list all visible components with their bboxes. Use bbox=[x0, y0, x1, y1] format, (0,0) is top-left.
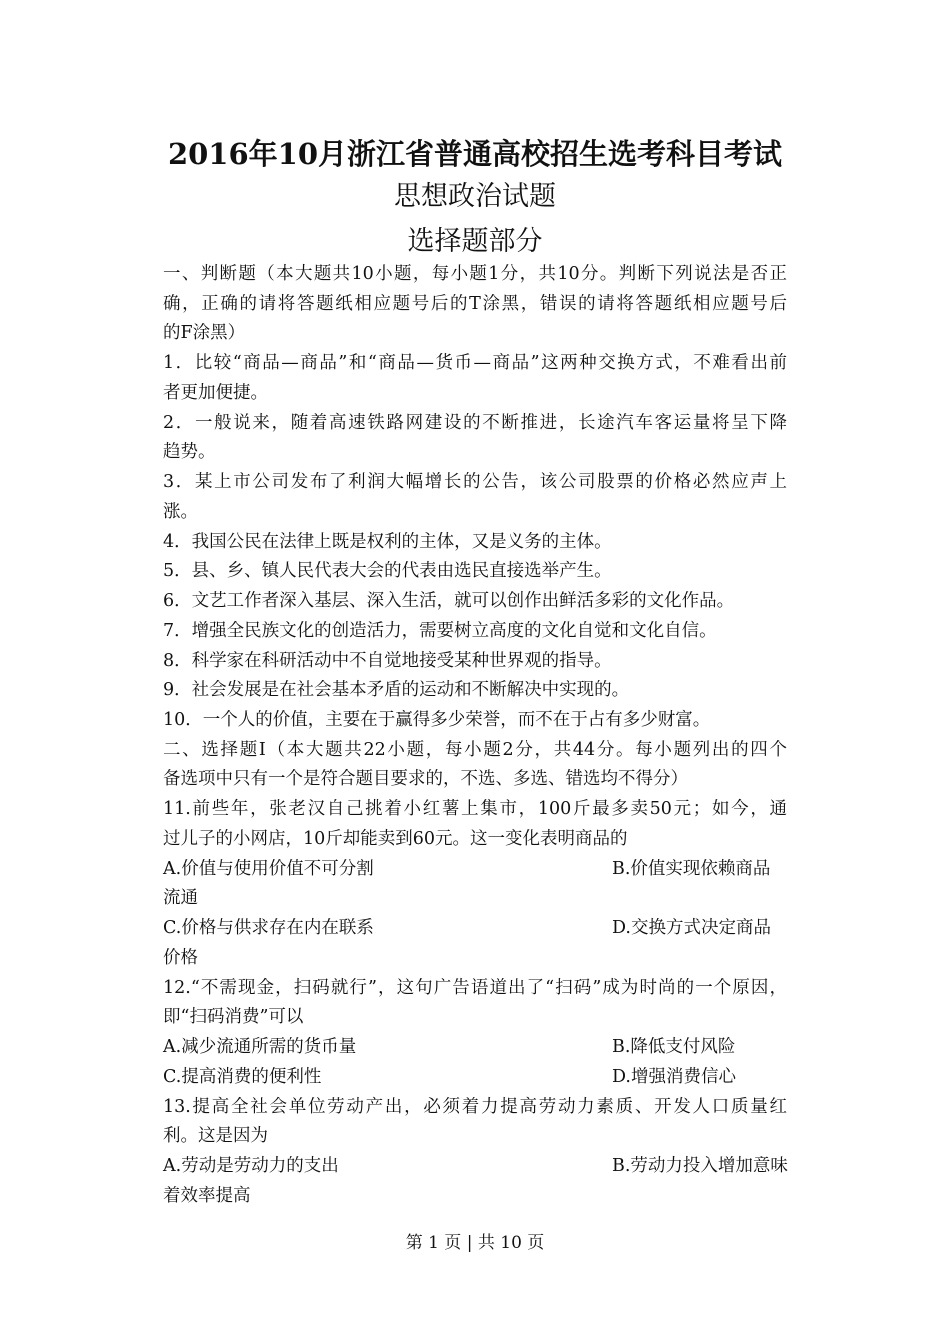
line-text: 即“扫码消费”可以 bbox=[163, 1007, 304, 1028]
text-line bbox=[163, 557, 787, 587]
line-text: 趋势。 bbox=[163, 442, 216, 463]
section-title: 选择题部分 bbox=[407, 226, 543, 257]
text-line bbox=[163, 765, 787, 795]
text-line bbox=[163, 528, 787, 558]
text-line bbox=[163, 1003, 787, 1033]
text-line bbox=[163, 438, 787, 468]
line-text: 5．县、乡、镇人民代表大会的代表由选民直接选举产生。 bbox=[163, 561, 612, 582]
text-line bbox=[163, 1182, 787, 1212]
line-text: 确，正确的请将答题纸相应题号后的T涂黑，错误的请将答题纸相应题号后 bbox=[163, 293, 787, 314]
line-text: A.价值与使用价值不可分割 bbox=[163, 858, 374, 879]
text-line bbox=[163, 349, 787, 379]
line-text: 13.提高全社会单位劳动产出，必须着力提高劳动力素质、开发人口质量红 bbox=[163, 1096, 787, 1117]
text-line bbox=[163, 825, 787, 855]
option-b-text: D.交换方式决定商品 bbox=[612, 918, 771, 939]
line-text: C.提高消费的便利性 bbox=[163, 1066, 322, 1087]
option-b-text: B.价值实现依赖商品 bbox=[612, 858, 771, 879]
text-line bbox=[163, 1093, 787, 1123]
text-line bbox=[163, 260, 787, 290]
text-line bbox=[163, 1063, 787, 1093]
line-text: 者更加便捷。 bbox=[163, 382, 268, 403]
document-body bbox=[163, 260, 787, 1212]
line-text: 6．文艺工作者深入基层、深入生活，就可以创作出鲜活多彩的文化作品。 bbox=[163, 591, 735, 612]
text-line bbox=[163, 884, 787, 914]
line-text: 涨。 bbox=[163, 501, 198, 522]
line-text: 11.前些年，张老汉自己挑着小红薯上集市，100斤最多卖50元；如今，通 bbox=[163, 799, 787, 820]
line-text: 着效率提高 bbox=[163, 1185, 251, 1206]
line-text: 过儿子的小网店，10斤却能卖到60元。这一变化表明商品的 bbox=[163, 828, 628, 849]
line-text: 价格 bbox=[163, 947, 198, 968]
text-line bbox=[163, 1033, 787, 1063]
exam-title: 2016年10月浙江省普通高校招生选考科目考试 bbox=[167, 137, 783, 171]
text-line bbox=[163, 736, 787, 766]
line-text: 的F涂黑） bbox=[163, 323, 246, 344]
line-text: C.价格与供求存在内在联系 bbox=[163, 918, 374, 939]
text-line bbox=[163, 676, 787, 706]
line-text: 利。这是因为 bbox=[163, 1126, 268, 1147]
text-line bbox=[163, 647, 787, 677]
text-line bbox=[163, 855, 787, 885]
option-b-text: B.降低支付风险 bbox=[612, 1037, 736, 1058]
text-line bbox=[163, 795, 787, 825]
line-text: 二、选择题Ⅰ（本大题共22小题，每小题2分，共44分。每小题列出的四个 bbox=[163, 739, 787, 760]
text-line bbox=[163, 468, 787, 498]
text-line bbox=[163, 1122, 787, 1152]
line-text: 2．一般说来，随着高速铁路网建设的不断推进，长途汽车客运量将呈下降 bbox=[163, 412, 787, 433]
line-text: 备选项中只有一个是符合题目要求的，不选、多选、错选均不得分） bbox=[163, 769, 688, 790]
line-text: 10．一个人的价值，主要在于赢得多少荣誉，而不在于占有多少财富。 bbox=[163, 710, 711, 731]
line-text: 9．社会发展是在社会基本矛盾的运动和不断解决中实现的。 bbox=[163, 680, 630, 701]
line-text: 一、判断题（本大题共10小题，每小题1分，共10分。判断下列说法是否正 bbox=[163, 264, 787, 284]
line-text: A.减少流通所需的货币量 bbox=[163, 1037, 357, 1058]
line-text: 7．增强全民族文化的创造活力，需要树立高度的文化自觉和文化自信。 bbox=[163, 620, 717, 641]
text-line bbox=[163, 1152, 787, 1182]
text-line bbox=[163, 706, 787, 736]
text-line bbox=[163, 974, 787, 1004]
line-text: 4．我国公民在法律上既是权利的主体，又是义务的主体。 bbox=[163, 531, 612, 552]
text-line bbox=[163, 617, 787, 647]
line-text: 3．某上市公司发布了利润大幅增长的公告，该公司股票的价格必然应声上 bbox=[163, 472, 787, 493]
text-line bbox=[163, 409, 787, 439]
page-footer: 第 1 页 | 共 10 页 bbox=[405, 1233, 545, 1253]
text-line bbox=[163, 914, 787, 944]
subject-title: 思想政治试题 bbox=[394, 181, 556, 212]
text-line bbox=[163, 944, 787, 974]
text-line bbox=[163, 587, 787, 617]
line-text: 12.“不需现金，扫码就行”，这句广告语道出了“扫码”成为时尚的一个原因， bbox=[163, 977, 787, 998]
line-text: 1．比较“商品—商品”和“商品—货币—商品”这两种交换方式，不难看出前 bbox=[163, 353, 787, 374]
text-line bbox=[163, 498, 787, 528]
line-text: A.劳动是劳动力的支出 bbox=[163, 1156, 339, 1177]
option-b-text: D.增强消费信心 bbox=[612, 1066, 736, 1087]
text-line bbox=[163, 290, 787, 320]
text-line bbox=[163, 319, 787, 349]
line-text: 8．科学家在科研活动中不自觉地接受某种世界观的指导。 bbox=[163, 650, 612, 671]
text-line bbox=[163, 379, 787, 409]
line-text: 流通 bbox=[163, 888, 198, 909]
option-b-text: B.劳动力投入增加意味 bbox=[612, 1156, 788, 1177]
